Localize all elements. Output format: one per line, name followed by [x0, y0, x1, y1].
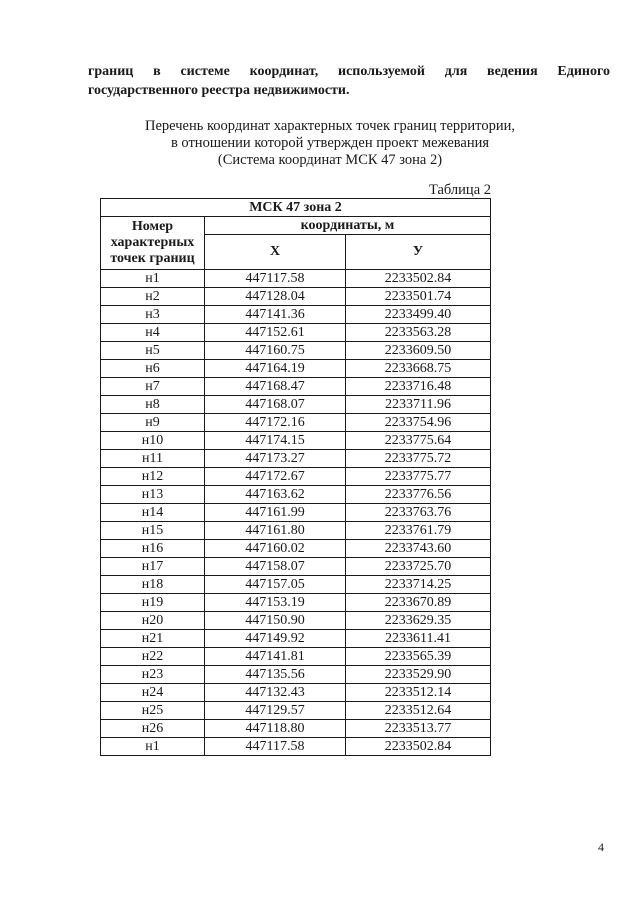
point-number-cell: н12: [101, 468, 205, 486]
point-number-cell: н1: [101, 270, 205, 288]
table-row: [101, 594, 491, 612]
table-row: [101, 612, 491, 630]
y-coordinate-cell: 2233512.64: [346, 702, 491, 720]
point-number-cell: н18: [101, 576, 205, 594]
table-row: [101, 378, 491, 396]
table-row: [101, 396, 491, 414]
point-number-cell: н19: [101, 594, 205, 612]
point-number-cell: н9: [101, 414, 205, 432]
table-row: [101, 504, 491, 522]
x-coordinate-cell: 447157.05: [205, 576, 346, 594]
y-coordinate-cell: 2233529.90: [346, 666, 491, 684]
y-coordinate-cell: 2233502.84: [346, 738, 491, 756]
point-number-cell: н24: [101, 684, 205, 702]
y-coordinate-cell: 2233775.72: [346, 450, 491, 468]
x-coordinate-cell: 447164.19: [205, 360, 346, 378]
table-row: [101, 630, 491, 648]
x-header: Х: [205, 235, 346, 270]
point-number-cell: н8: [101, 396, 205, 414]
point-number-cell: н17: [101, 558, 205, 576]
table-label: Таблица 2: [428, 182, 491, 198]
y-coordinate-cell: 2233611.41: [346, 630, 491, 648]
table-row: [101, 738, 491, 756]
point-number-cell: н25: [101, 702, 205, 720]
x-coordinate-cell: 447158.07: [205, 558, 346, 576]
point-number-cell: н3: [101, 306, 205, 324]
coordinates-table: [100, 198, 491, 756]
x-coordinate-cell: 447129.57: [205, 702, 346, 720]
y-header: У: [346, 235, 491, 270]
y-coordinate-cell: 2233609.50: [346, 342, 491, 360]
x-coordinate-cell: 447168.47: [205, 378, 346, 396]
y-coordinate-cell: 2233501.74: [346, 288, 491, 306]
coordinates-table-body: [101, 270, 491, 756]
x-coordinate-cell: 447135.56: [205, 666, 346, 684]
intro-paragraph: [88, 62, 610, 100]
point-number-cell: н20: [101, 612, 205, 630]
x-coordinate-cell: 447141.81: [205, 648, 346, 666]
x-coordinate-cell: 447160.02: [205, 540, 346, 558]
x-coordinate-cell: 447160.75: [205, 342, 346, 360]
x-coordinate-cell: 447117.58: [205, 270, 346, 288]
point-number-cell: н23: [101, 666, 205, 684]
point-number-cell: н11: [101, 450, 205, 468]
table-row: [101, 432, 491, 450]
point-number-cell: н10: [101, 432, 205, 450]
x-coordinate-cell: 447168.07: [205, 396, 346, 414]
y-coordinate-cell: 2233761.79: [346, 522, 491, 540]
x-coordinate-cell: 447161.99: [205, 504, 346, 522]
table-row: [101, 648, 491, 666]
table-row: [101, 720, 491, 738]
y-coordinate-cell: 2233775.77: [346, 468, 491, 486]
y-coordinate-cell: 2233763.76: [346, 504, 491, 522]
table-row: [101, 270, 491, 288]
y-coordinate-cell: 2233502.84: [346, 270, 491, 288]
table-row: [101, 288, 491, 306]
point-number-cell: н5: [101, 342, 205, 360]
caption-line-2: в отношении которой утвержден проект межевания: [170, 135, 490, 151]
table-row: [101, 468, 491, 486]
point-number-cell: н21: [101, 630, 205, 648]
y-coordinate-cell: 2233512.14: [346, 684, 491, 702]
table-caption: [80, 118, 580, 169]
point-number-cell: н7: [101, 378, 205, 396]
x-coordinate-cell: 447150.90: [205, 612, 346, 630]
x-coordinate-cell: 447153.19: [205, 594, 346, 612]
point-number-cell: н15: [101, 522, 205, 540]
table-row: [101, 540, 491, 558]
x-coordinate-cell: 447172.67: [205, 468, 346, 486]
point-number-cell: н2: [101, 288, 205, 306]
y-coordinate-cell: 2233725.70: [346, 558, 491, 576]
y-coordinate-cell: 2233743.60: [346, 540, 491, 558]
point-number-cell: н6: [101, 360, 205, 378]
y-coordinate-cell: 2233714.25: [346, 576, 491, 594]
y-coordinate-cell: 2233670.89: [346, 594, 491, 612]
x-coordinate-cell: 447118.80: [205, 720, 346, 738]
x-coordinate-cell: 447128.04: [205, 288, 346, 306]
x-coordinate-cell: 447141.36: [205, 306, 346, 324]
x-coordinate-cell: 447132.43: [205, 684, 346, 702]
coordinates-header: координаты, м: [205, 217, 491, 235]
point-number-cell: н16: [101, 540, 205, 558]
point-number-cell: н14: [101, 504, 205, 522]
table-row: [101, 450, 491, 468]
x-coordinate-cell: 447172.16: [205, 414, 346, 432]
y-coordinate-cell: 2233716.48: [346, 378, 491, 396]
y-coordinate-cell: 2233776.56: [346, 486, 491, 504]
table-row: [101, 576, 491, 594]
y-coordinate-cell: 2233775.64: [346, 432, 491, 450]
table-row: [101, 522, 491, 540]
x-coordinate-cell: 447174.15: [205, 432, 346, 450]
table-row: [101, 306, 491, 324]
table-row: [101, 666, 491, 684]
coordinate-system-header: МСК 47 зона 2: [101, 199, 491, 217]
table-row: [101, 324, 491, 342]
point-number-cell: н13: [101, 486, 205, 504]
y-coordinate-cell: 2233499.40: [346, 306, 491, 324]
table-row: [101, 702, 491, 720]
y-coordinate-cell: 2233668.75: [346, 360, 491, 378]
y-coordinate-cell: 2233754.96: [346, 414, 491, 432]
table-row: [101, 414, 491, 432]
x-coordinate-cell: 447163.62: [205, 486, 346, 504]
table-row: [101, 558, 491, 576]
point-number-cell: н1: [101, 738, 205, 756]
x-coordinate-cell: 447152.61: [205, 324, 346, 342]
intro-line-1: границ в системе координат, используемой для ведения Единого: [88, 64, 610, 79]
x-coordinate-cell: 447149.92: [205, 630, 346, 648]
y-coordinate-cell: 2233563.28: [346, 324, 491, 342]
page-number: 4: [598, 840, 604, 854]
point-number-cell: н26: [101, 720, 205, 738]
x-coordinate-cell: 447161.80: [205, 522, 346, 540]
point-number-cell: н22: [101, 648, 205, 666]
y-coordinate-cell: 2233565.39: [346, 648, 491, 666]
point-number-cell: н4: [101, 324, 205, 342]
y-coordinate-cell: 2233711.96: [346, 396, 491, 414]
y-coordinate-cell: 2233513.77: [346, 720, 491, 738]
y-coordinate-cell: 2233629.35: [346, 612, 491, 630]
x-coordinate-cell: 447117.58: [205, 738, 346, 756]
caption-line-3: (Система координат МСК 47 зона 2): [217, 152, 443, 168]
x-coordinate-cell: 447173.27: [205, 450, 346, 468]
point-number-header: Номер характерных точек границ: [101, 217, 205, 270]
table-row: [101, 360, 491, 378]
table-row: [101, 684, 491, 702]
intro-line-2: государственного реестра недвижимости.: [88, 83, 350, 98]
table-row: [101, 342, 491, 360]
caption-line-1: Перечень координат характерных точек границ территории,: [145, 118, 515, 134]
table-row: [101, 486, 491, 504]
